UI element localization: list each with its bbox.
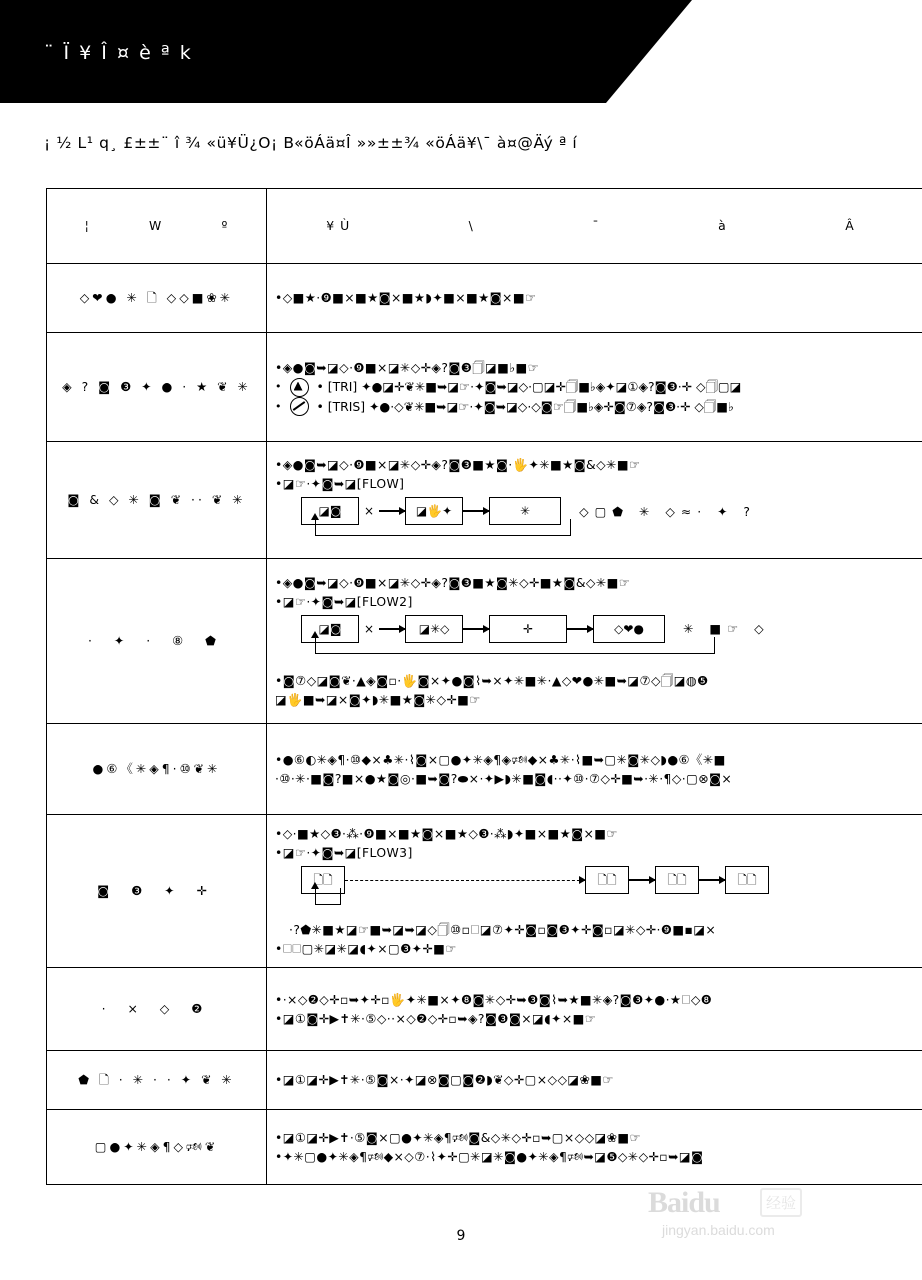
header-cell-3: ¥ Ù [326, 218, 351, 234]
feedback-path [315, 888, 341, 905]
row-label: ⬟ 🗋 · ✳ · · ✦ ❦ ✳ [47, 1051, 267, 1110]
flow-box: ◪✳◇ [405, 615, 463, 643]
banner-title: ¨ Ï ¥ Î ¤ è ª k [44, 42, 193, 64]
flow-trailing-text: ◇▢⬟ ✳ ◇≈· ✦ ? [579, 503, 757, 519]
header-cell-5: ¯ [592, 218, 600, 234]
row-text: •◙⑦◇◪◙❦·▲◈◙▫·🖐◙×✦●◙⌇➥×✦✳■✳·▲◇❤●✳■➥◪⑦◇🗍◪◍❺ [275, 673, 709, 688]
row-text: •◇·■★◇❸·⁂·❾■×■★◙×■★◇❸·⁂◗✦■×■★◙×■☞ [275, 825, 618, 841]
row-body [267, 333, 922, 442]
flow-arrow-icon [463, 628, 489, 630]
row-text: •◈●◙➥◪◇·❾■×◪✳◇✛◈?◙❸■★◙✳◇✛■★◙&◇✳■☞ [275, 574, 631, 590]
flow-feedback-loop [301, 896, 914, 914]
flow-arrow-icon [463, 510, 489, 512]
row-text: •🗆🗆▢✳◪✳◪◖✦×▢❸✦✛■☞ [275, 941, 457, 957]
flow-box: ✛ [489, 615, 567, 643]
flow-box: ◪🖐✦ [405, 497, 463, 525]
flow-box: ◇❤● [593, 615, 665, 643]
flow-arrow-icon [629, 879, 655, 881]
row-body [267, 1051, 922, 1110]
flow-dashed-arrow-icon [345, 880, 585, 881]
row-text: ·⑩·✳·■◙?■×●★◙◎·■➥◙?⬬×·✦▶◗✳■◙◖··✦⑩·⑦◇✛■➥·✳·¶◇·▢⊗◙× [275, 771, 733, 786]
flow-box: 🗋🗋 [585, 866, 629, 894]
triangle-down-slash-icon [290, 397, 309, 416]
flow-feedback-loop [301, 645, 914, 663]
row-text: ◪🖐■➥◪×◙✦◗✳■★◙✳◇✛■☞ [275, 692, 481, 708]
table-row [47, 1110, 922, 1185]
header-cell-2: º [221, 218, 229, 234]
header-cell-6: à [718, 218, 727, 234]
flow-arrow-icon [699, 879, 725, 881]
flow-separator: × [364, 503, 375, 518]
row-label: ◇❤● ✳ 🗋 ◇◇■❀✳ [47, 264, 267, 333]
row-bullet-item [275, 397, 914, 416]
flow-box: ◪◙ [301, 615, 359, 643]
row-text: •◪①◪✛▶✝·⑤◙×▢●✦✳◈¶🕬◙&◇✳◇✛▫➥▢×◇◇◪❀■☞ [275, 1129, 642, 1145]
row-text: •◪☞·✦◙➥◪[FLOW2] [275, 593, 413, 609]
table-header-row [47, 189, 922, 264]
row-label: ◙ ❸ ✦ ✛ [47, 815, 267, 968]
table-row [47, 1051, 922, 1110]
row-text: •◈●◙➥◪◇·❾■×◪✳◇✛◈?◙❸🗍◪■♭■☞ [275, 360, 540, 376]
row-body [267, 559, 922, 724]
flow-feedback-loop [301, 527, 914, 545]
watermark-url: jingyan.baidu.com [662, 1222, 775, 1238]
flow-diagram [301, 866, 914, 894]
header-cell-0: ¦ [84, 218, 90, 234]
feedback-arrow-icon [311, 882, 319, 889]
table-row [47, 724, 922, 815]
row-text: •◪①◙✛▶✝✳·⑤◇··×◇❷◇✛▫➥◈?◙❸◙×◪◖✦×■☞ [275, 1011, 597, 1026]
row-body [267, 264, 922, 333]
table-header-right [267, 189, 922, 264]
row-body [267, 815, 922, 968]
row-label: · ✦ · ⑧ ⬟ [47, 559, 267, 724]
row-text: •◈●◙➥◪◇·❾■×◪✳◇✛◈?◙❸■★◙·🖐✦✳■★◙&◇✳■☞ [275, 456, 641, 472]
flow-arrow-icon [379, 510, 405, 512]
bullet-dot: • [275, 380, 282, 394]
flow-box: 🗋🗋 [301, 866, 345, 894]
row-text: •◪☞·✦◙➥◪[FLOW] [275, 476, 405, 491]
feedback-arrow-icon [311, 631, 319, 638]
row-body [267, 442, 922, 559]
flow-box: 🗋🗋 [655, 866, 699, 894]
feedback-arrow-icon [311, 513, 319, 520]
row-text: •◪①◪✛▶✝✳·⑤◙×·✦◪⊗◙▢◙❷◗❦◇✛▢×◇◇◪❀■☞ [275, 1072, 614, 1088]
feedback-path [315, 519, 571, 536]
row-body [267, 724, 922, 815]
table-header-left [47, 189, 267, 264]
table-row [47, 333, 922, 442]
row-text: •◪☞·✦◙➥◪[FLOW3] [275, 844, 413, 860]
flow-box: ✳ [489, 497, 561, 525]
row-body [267, 968, 922, 1051]
row-text: •●⑥◐✳◈¶·⑩◆×♣✳·⌇◙×▢●✦✳◈¶◈🕬◆×♣✳·⌇■➥▢✳◙✳◇◗●⑥《✳■ [275, 751, 726, 767]
header-cell-1: W [149, 218, 163, 234]
row-text: • [TRIS] ✦●·◇❦✳■➥◪☞·✦◙➥◪◇·◇◙☞🗍■♭◈✛◙⑦◈?◙❸·✛ ◇🗍■♭ [316, 398, 734, 414]
watermark-brand: Baidu [648, 1186, 720, 1219]
row-label: ◈ ? ◙ ❸ ✦ ● · ★ ❦ ✳ [47, 333, 267, 442]
header-cell-4: \ [468, 218, 474, 234]
header-cell-7: Â [845, 218, 855, 234]
row-label: ◙ & ◇ ✳ ◙ ❦ ·· ❦ ✳ [47, 442, 267, 559]
row-bullet-item [275, 377, 914, 396]
row-text: •✦✳▢●✦✳◈¶🕬◆×◇⑦·⌇✦✛▢✳◪✳◙●✦✳◈¶🕬➥◪❺◇✳◇✛▫➥◪◙ [275, 1149, 704, 1164]
flow-box: ◪◙ [301, 497, 359, 525]
function-summary-table [46, 188, 922, 1185]
row-text: •·×◇❷◇✛▫➥✦✛▫🖐✦✳■×✦❽◙✳◇✛➥❸◙⌇➥★■✳◈?◙❸✦●·★🗆◇❽ [275, 991, 713, 1007]
row-body [267, 1110, 922, 1185]
row-label: · × ◇ ❷ [47, 968, 267, 1051]
flow-box: 🗋🗋 [725, 866, 769, 894]
flow-arrow-icon [567, 628, 593, 630]
table-row [47, 442, 922, 559]
document-heading: ¡ ½ L¹ q¸ £±±¨ î ¾ «ü¥Ü¿O¡ B«öÁä¤Î »»±±¾ «öÁä¥\¯ à¤@Äý ª í [44, 134, 578, 152]
flow-arrow-icon [379, 628, 405, 630]
row-text: • [TRI] ✦●◪✛❦✳■➥◪☞·✦◙➥◪◇·▢◪✛🗍■♭◈✦◪①◈?◙❸·✛ ◇🗍▢◪ [316, 379, 742, 395]
bullet-dot: • [275, 399, 282, 413]
table-row [47, 815, 922, 968]
feedback-path [315, 637, 715, 654]
watermark-badge: 经验 [760, 1188, 802, 1217]
row-label: ▢●✦✳◈¶◇🕬❦ [47, 1110, 267, 1185]
row-label: ●⑥《✳◈¶·⑩❦✳ [47, 724, 267, 815]
row-text: •◇■★·❾■×■★◙×■★◗✦■×■★◙×■☞ [275, 290, 537, 306]
table-row [47, 968, 922, 1051]
flow-trailing-text: ✳ ■☞ ◇ [683, 621, 770, 637]
table-row [47, 264, 922, 333]
table-row [47, 559, 922, 724]
flow-separator: × [364, 621, 375, 636]
triangle-up-icon [290, 378, 309, 397]
page-number: 9 [456, 1228, 466, 1244]
row-text: ·?⬟✳■★◪☞■➥◪➥◪◇🗍⑩▫🗆◪⑦✦✛◙▫◙❸✦✛◙▫◪✳◇✛·❾■▪◪× [289, 922, 717, 937]
